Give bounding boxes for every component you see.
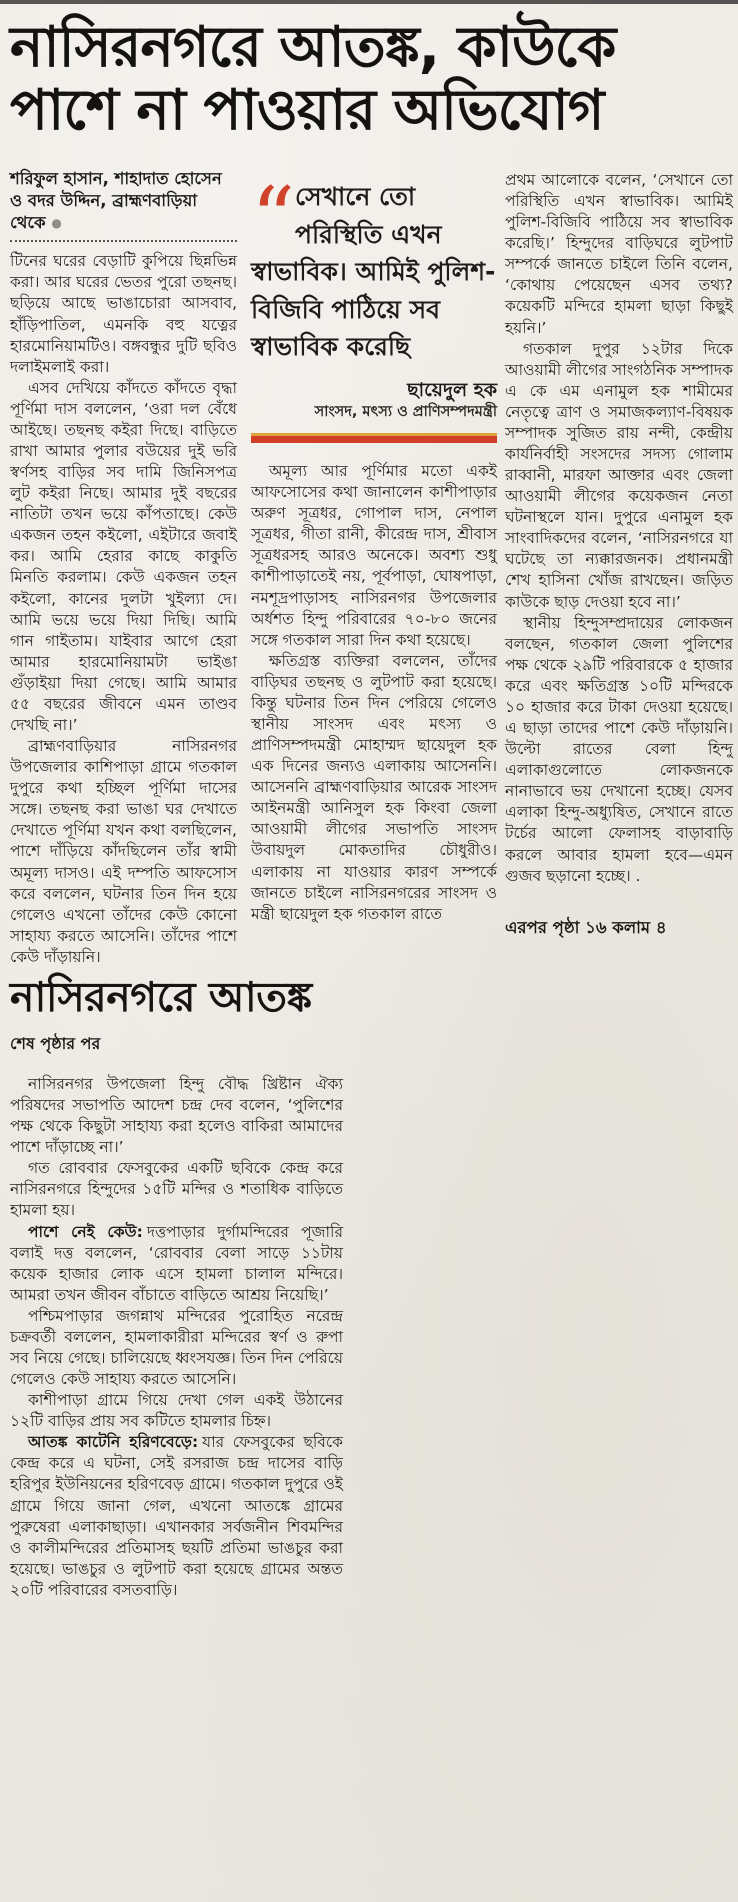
paragraph: এসব দেখিয়ে কাঁদতে কাঁদতে বৃদ্ধা পূর্ণিমা দাস বললেন, ‘ওরা দল বেঁধে আইছে। তছনছ কইরা দিছে। বাড়িতে রাখা আমার পুলার বউয়ের দুই ভরি স্বর্ণসহ বাড়ির সব দামি জিনিসপত্র লুট কইরা নিছে। আমার দুই বছরের নাতিটা তখন ভয়ে কাঁপতাছে। কেউ একজন তহন কইলো, এইটারে জবাই কর। আমি হেরার কাছে কাকুতি মিনতি করলাম। কেউ একজন তহন কইলো, কানের দুলটা খুইল্যা দে। আমি ভয়ে ভয়ে দিয়া দিছি। আমি গান গাইতাম। যাইবার আগে হেরা আমার হারমোনিয়ামটা ভাইঙা গুঁড়াইয়া দিয়া গেছে। আমি আমার ৫৫ বছরের জীবনে এমন তাণ্ডব দেখছি না।’	[10, 378, 237, 735]
paragraph-text: নাসিরনগর উপজেলা হিন্দু বৌদ্ধ খ্রিষ্টান ঐক্য পরিষদের সভাপতি আদেশ চন্দ্র দেব বলেন, ‘পুলিশের পক্ষ থেকে কিছুটা সাহায্য করা হলেও বাকিরা আমাদের পাশে দাঁড়াচ্ছে না।’	[10, 1075, 343, 1157]
paragraph: গতকাল দুপুর ১২টার দিকে আওয়ামী লীগের সাংগঠনিক সম্পাদক এ কে এম এনামুল হক শামীমের নেতৃত্বে ত্রাণ ও সমাজকল্যাণ-বিষয়ক সম্পাদক সুজিত রায় নন্দী, কেন্দ্রীয় কার্যনির্বাহী সংসদের সদস্য গোলাম রাব্বানী, মারফা আক্তার এবং জেলা আওয়ামী লীগের কয়েকজন নেতা ঘটনাস্থলে যান। দুপুরে এনামুল হক সাংবাদিকদের বলেন, ‘নাসিরনগরে যা ঘটেছে তা ন্যক্কারজনক। প্রধানমন্ত্রী শেখ হাসিনা খোঁজ রাখছেন। জড়িত কাউকে ছাড় দেওয়া হবে না।’	[505, 339, 733, 611]
paragraph	[10, 1432, 343, 1601]
paragraph	[10, 1390, 343, 1432]
scan-edge-line	[0, 0, 738, 4]
byline	[10, 168, 237, 233]
paragraph-lead: আতঙ্ক কাটেনি হরিণবেড়ে:	[28, 1433, 199, 1452]
continued-on-page-note: এরপর পৃষ্ঠা ১৬ কলাম ৪	[505, 917, 667, 937]
column-middle	[251, 169, 497, 925]
paragraph	[10, 1306, 343, 1390]
main-headline-line1: নাসিরনগরে আতঙ্ক, কাউকে	[10, 15, 616, 80]
paragraph	[10, 1158, 343, 1221]
pull-quote-attribution-title: সাংসদ, মৎস্য ও প্রাণিসম্পদমন্ত্রী	[314, 404, 497, 421]
red-divider-rule	[251, 433, 497, 443]
byline-bullet-icon: ●	[51, 215, 62, 230]
byline-text: শরিফুল হাসান, শাহাদাত হোসেন ও বদর উদ্দিন, ব্রাহ্মণবাড়িয়া থেকে	[10, 169, 222, 232]
paragraph-text: কাশীপাড়া গ্রামে গিয়ে দেখা গেল একই উঠানের ১২টি বাড়ির প্রায় সব কটিতে হামলার চিহ্ন।	[10, 1391, 343, 1431]
paragraph	[10, 1074, 343, 1158]
paragraph: টিনের ঘরের বেড়াটি কুপিয়ে ছিন্নভিন্ন করা। আর ঘরের ভেতর পুরো তছনছ। ছড়িয়ে আছে ভাঙাচোরা আসবাব, হাঁড়িপাতিল, এমনকি বহু যত্নের হারমোনিয়ামটিও। বঙ্গবন্ধুর দুটি ছবিও দলাইমলাই করা।	[10, 252, 237, 376]
main-headline-line2: পাশে না পাওয়ার অভিযোগ	[10, 78, 604, 144]
quote-marks-icon: “	[251, 169, 289, 269]
paragraph	[10, 1222, 343, 1306]
paragraph: স্থানীয় হিন্দুসম্প্রদায়ের লোকজন বলছেন, গতকাল জেলা পুলিশের পক্ষ থেকে ২৯টি পরিবারকে ৫ হাজার করে এবং ক্ষতিগ্রস্ত ১০টি মন্দিরকে ১০ হাজার করে টাকা দেওয়া হয়েছে। এ ছাড়া তাদের পাশে কেউ দাঁড়ায়নি। উল্টো রাতের বেলা হিন্দু এলাকাগুলোতে লোকজনকে নানাভাবে ভয় দেখানো হচ্ছে। যেসব এলাকা হিন্দু-অধ্যুষিত, সেখানে রাতে টর্চের আলো ফেলাসহ বাড়াবাড়ি করলে আবার হামলা হবে—এমন গুজব ছড়ানো হচ্ছে। .	[505, 613, 733, 885]
paragraph-lead: পাশে নেই কেউ:	[28, 1222, 143, 1241]
paragraph-text: যার ফেসবুকের ছবিকে কেন্দ্র করে এ ঘটনা, সেই রসরাজ চন্দ্র দাসের বাড়ি হরিপুর ইউনিয়নের হরিণবেড় গ্রামে। গতকাল দুপুরে ওই গ্রামে গিয়ে জানা গেল, এখনো আতঙ্কে গ্রামের পুরুষেরা এলাকাছাড়া। এখানকার সর্বজনীন শিবমন্দির ও কালীমন্দিরের প্রতিমাসহ ছয়টি প্রতিমা ভাঙচুর করা হয়েছে। ভাঙচুর ও লুটপাট করা হয়েছে গ্রামের অন্তত ২০টি পরিবারের বসতবাড়ি।	[10, 1433, 343, 1599]
continued-from-note: শেষ পৃষ্ঠার পর	[10, 1034, 101, 1053]
column-right	[505, 170, 733, 939]
dotted-separator	[10, 240, 237, 242]
paragraph: ব্রাহ্মণবাড়িয়ার নাসিরনগর উপজেলার কাশিপাড়া গ্রামে গতকাল দুপুরে কথা হচ্ছিল পূর্ণিমা দাসের সঙ্গে। তছনছ করা ভাঙা ঘর দেখাতে দেখাতে পূর্ণিমা যখন কথা বলছিলেন, পাশে দাঁড়িয়ে কাঁদছিলেন তাঁর স্বামী অমূল্য দাসও। এই দম্পতি আফসোস করে বললেন, ঘটনার তিন দিন হয়ে গেলেও এখনো তাঁদের কেউ কোনো সাহায্য করতে আসেনি। তাঁদের পাশে কেউ দাঁড়ায়নি।	[10, 737, 237, 966]
pull-quote	[251, 169, 497, 443]
pull-quote-attribution-name: ছায়েদুল হক	[407, 378, 497, 401]
main-headline	[10, 16, 730, 143]
paragraph: প্রথম আলোকে বলেন, ‘সেখানে তো পরিস্থিতি এখন স্বাভাবিক। আমিই পুলিশ-বিজিবি পাঠিয়ে সব স্বাভাবিক করেছি।’ হিন্দুদের বাড়িঘরে লুটপাট সম্পর্কে জানতে চাইলে তিনি বলেন, ‘কোথায় পেয়েছেন এসব তথ্য? কয়েকটি মন্দিরে হামলা ছাড়া কিছুই হয়নি।’	[505, 171, 733, 337]
paragraph-text: দত্তপাড়ার দুর্গামন্দিরের পূজারি বলাই দত্ত বললেন, ‘রোববার বেলা সাড়ে ১১টায় কয়েক হাজার লোক এসে হামলা চালাল মন্দিরে। আমরা তখন জীবন বাঁচাতে বাড়িতে আশ্রয় নিয়েছি।’	[10, 1222, 343, 1304]
paragraph-text: গত রোববার ফেসবুকের একটি ছবিকে কেন্দ্র করে নাসিরনগরে হিন্দুদের ১৫টি মন্দির ও শতাধিক বাড়িতে হামলা হয়।	[10, 1159, 343, 1220]
pull-quote-text: সেখানে তো পরিস্থিতি এখন স্বাভাবিক। আমিই পুলিশ-বিজিবি পাঠিয়ে সব স্বাভাবিক করেছি	[251, 182, 496, 361]
column-left	[10, 168, 237, 968]
paragraph: ক্ষতিগ্রস্ত ব্যক্তিরা বললেন, তাঁদের বাড়িঘর তছনছ ও লুটপাট করা হয়েছে। কিন্তু ঘটনার তিন দিন পেরিয়ে গেলেও স্থানীয় সাংসদ এবং মৎস্য ও প্রাণিসম্পদমন্ত্রী মোহাম্মদ ছায়েদুল হক এক দিনের জন্যও এলাকায় আসেননি। আসেননি ব্রাহ্মণবাড়িয়ার আরেক সাংসদ আইনমন্ত্রী আনিসুল হক কিংবা জেলা আওয়ামী লীগের সভাপতি সাংসদ উবায়দুল মোকতাদির চৌধুরীও। এলাকায় না যাওয়ার কারণ সম্পর্কে জানতে চাইলে নাসিরনগরের সাংসদ ও মন্ত্রী ছায়েদুল হক গতকাল রাতে	[251, 651, 497, 923]
continuation-body	[10, 1074, 343, 1601]
continuation-headline: নাসিরনগরে আতঙ্ক	[10, 973, 312, 1021]
paragraph: অমূল্য আর পূর্ণিমার মতো একই আফসোসের কথা জানালেন কাশীপাড়ার অরুণ সূত্রধর, গোপাল দাস, নেপাল সূত্রধর, গীতা রানী, কীরেন্দ্র দাস, শ্রীবাস সূত্রধরসহ আরও অনেকে। অবশ্য শুধু কাশীপাড়াতেই নয়, পূর্বপাড়া, ঘোষপাড়া, নমশূদ্রপাড়াসহ নাসিরনগর উপজেলার অর্ধশত হিন্দু পরিবারের ৭০-৮০ জনের সঙ্গে গতকাল সারা দিন কথা হয়েছে।	[251, 462, 497, 649]
paragraph-text: পশ্চিমপাড়ার জগন্নাথ মন্দিরের পুরোহিত নরেন্দ্র চক্রবর্তী বললেন, হামলাকারীরা মন্দিরের স্বর্ণ ও রুপা সব নিয়ে গেছে। চালিয়েছে ধ্বংসযজ্ঞ। তিন দিন পেরিয়ে গেলেও কেউ সাহায্য করতে আসেনি।	[10, 1306, 343, 1389]
